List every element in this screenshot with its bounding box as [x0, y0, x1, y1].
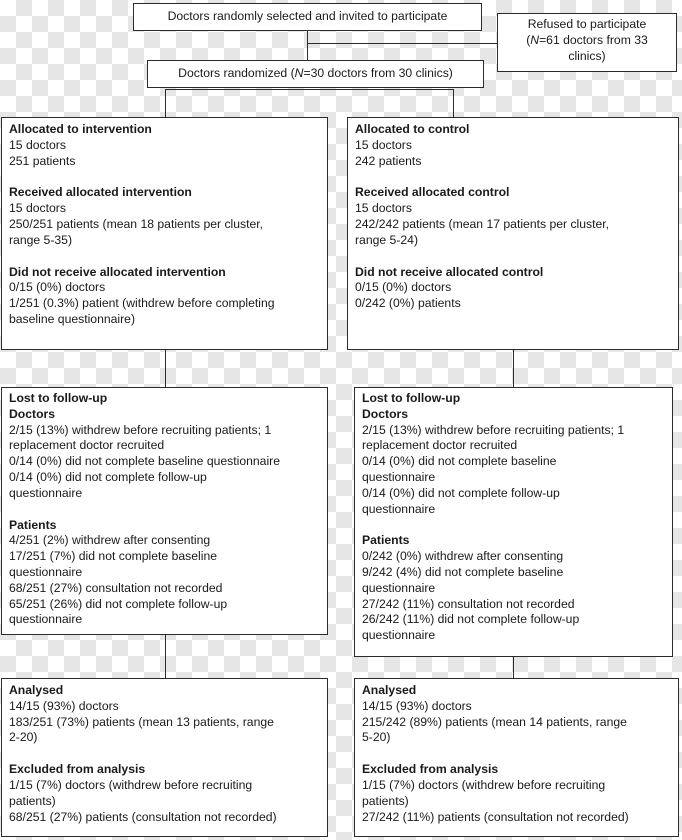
text-line: 0/242 (0%) patients	[355, 296, 461, 311]
text-line: questionnaire	[362, 501, 436, 516]
lost-followup-heading: Lost to follow-up	[9, 391, 108, 405]
text-line: 1/15 (7%) doctors (withdrew before recruiting	[9, 777, 253, 792]
text-line: 15 doctors	[9, 137, 66, 152]
text-line: 14/15 (93%) doctors	[362, 698, 472, 713]
refused-clinics: clinics)	[568, 48, 606, 63]
text-line: 14/15 (93%) doctors	[9, 698, 119, 713]
text-line: 65/251 (26%) did not complete follow-up	[9, 596, 228, 611]
text-line: range 5-35)	[9, 232, 73, 247]
refused-count: (N=61 doctors from 33	[526, 32, 648, 47]
analysed-heading: Analysed	[9, 683, 64, 697]
received-intervention-heading: Received allocated intervention	[9, 185, 192, 200]
text-line: 0/15 (0%) doctors	[355, 280, 452, 295]
text-line: 15 doctors	[9, 201, 66, 216]
not-received-intervention-heading: Did not receive allocated intervention	[9, 264, 226, 279]
text-line: 2/15 (13%) withdrew before recruiting patients; 1	[9, 422, 272, 437]
text-line: 1/251 (0.3%) patient (withdrew before completing	[9, 296, 275, 311]
text-line: 4/251 (2%) withdrew after consenting	[9, 533, 211, 548]
text-line: 5-20)	[362, 730, 391, 745]
randomized-box	[147, 60, 484, 88]
connector-invited-down	[307, 31, 308, 60]
connector-to-refused	[307, 43, 497, 44]
text-line: 215/242 (89%) patients (mean 14 patients, range	[362, 714, 627, 729]
text-line: questionnaire	[9, 612, 83, 627]
text-line: 0/14 (0%) did not complete baseline	[362, 454, 557, 469]
followup-intervention-box	[1, 387, 328, 635]
text-line: 2/15 (13%) withdrew before recruiting patients; 1	[362, 422, 625, 437]
excluded-heading: Excluded from analysis	[362, 762, 499, 777]
allocated-intervention-heading: Allocated to intervention	[9, 122, 152, 136]
analysis-control-box	[354, 678, 679, 837]
invited-box	[133, 3, 482, 31]
allocated-intervention-box	[1, 117, 328, 350]
text-line: patients)	[362, 793, 409, 808]
lost-followup-heading: Lost to follow-up	[362, 391, 461, 405]
patients-subheading: Patients	[9, 517, 57, 532]
allocated-control-heading: Allocated to control	[355, 122, 470, 136]
text-line: 27/242 (11%) consultation not recorded	[362, 596, 575, 611]
text-line: replacement doctor recruited	[9, 438, 165, 453]
text-line: 242 patients	[355, 153, 422, 168]
text-line: range 5-24)	[355, 232, 419, 247]
text-line: 2-20)	[9, 730, 38, 745]
text-line: 27/242 (11%) patients (consultation not recorded)	[362, 809, 629, 824]
text-line: 0/14 (0%) did not complete baseline questionnaire	[9, 454, 281, 469]
refused-title: Refused to participate	[527, 17, 647, 31]
text-line: questionnaire	[9, 485, 83, 500]
text-line: 0/14 (0%) did not complete follow-up	[9, 469, 207, 484]
randomized-text: Doctors randomized (N=30 doctors from 30 clinics)	[178, 66, 453, 80]
text-line: questionnaire	[362, 628, 436, 643]
text-line: questionnaire	[362, 469, 436, 484]
text-line: 251 patients	[9, 153, 76, 168]
text-line: 0/242 (0%) withdrew after consenting	[362, 549, 564, 564]
text-line: questionnaire	[362, 580, 436, 595]
analysed-heading: Analysed	[362, 683, 417, 697]
text-line: 68/251 (27%) patients (consultation not recorded)	[9, 809, 277, 824]
connector-random-right-drop	[453, 89, 454, 117]
allocated-control-box	[347, 117, 679, 350]
connector-random-right-horizontal	[307, 89, 453, 90]
not-received-control-heading: Did not receive allocated control	[355, 264, 544, 279]
text-line: replacement doctor recruited	[362, 438, 518, 453]
text-line: 0/14 (0%) did not complete follow-up	[362, 485, 560, 500]
refused-box	[497, 13, 677, 72]
text-line: patients)	[9, 793, 56, 808]
text-line: 242/242 patients (mean 17 patients per cluster,	[355, 216, 610, 231]
connector-random-left-horizontal	[165, 89, 308, 90]
text-line: 17/251 (7%) did not complete baseline	[9, 549, 217, 564]
text-line: baseline questionnaire)	[9, 311, 136, 326]
connector-random-left-drop	[165, 89, 166, 117]
text-line: 15 doctors	[355, 137, 412, 152]
text-line: 9/242 (4%) did not complete baseline	[362, 564, 564, 579]
connector-left-followup-to-analysis	[165, 635, 166, 678]
doctors-subheading: Doctors	[9, 406, 56, 421]
text-line: 68/251 (27%) consultation not recorded	[9, 580, 223, 595]
text-line: 1/15 (7%) doctors (withdrew before recruiting	[362, 777, 606, 792]
followup-control-box	[354, 387, 673, 657]
invited-text: Doctors randomly selected and invited to participate	[167, 9, 448, 23]
analysis-intervention-box	[1, 678, 328, 837]
text-line: 15 doctors	[355, 201, 412, 216]
connector-left-alloc-to-followup	[165, 350, 166, 387]
patients-subheading: Patients	[362, 533, 410, 548]
text-line: questionnaire	[9, 564, 83, 579]
connector-right-followup-to-analysis	[513, 657, 514, 678]
text-line: 250/251 patients (mean 18 patients per cluster,	[9, 216, 264, 231]
received-control-heading: Received allocated control	[355, 185, 510, 200]
text-line: 26/242 (11%) did not complete follow-up	[362, 612, 580, 627]
doctors-subheading: Doctors	[362, 406, 409, 421]
text-line: 0/15 (0%) doctors	[9, 280, 106, 295]
text-line: 183/251 (73%) patients (mean 13 patients, range	[9, 714, 274, 729]
excluded-heading: Excluded from analysis	[9, 762, 146, 777]
connector-right-alloc-to-followup	[513, 350, 514, 387]
